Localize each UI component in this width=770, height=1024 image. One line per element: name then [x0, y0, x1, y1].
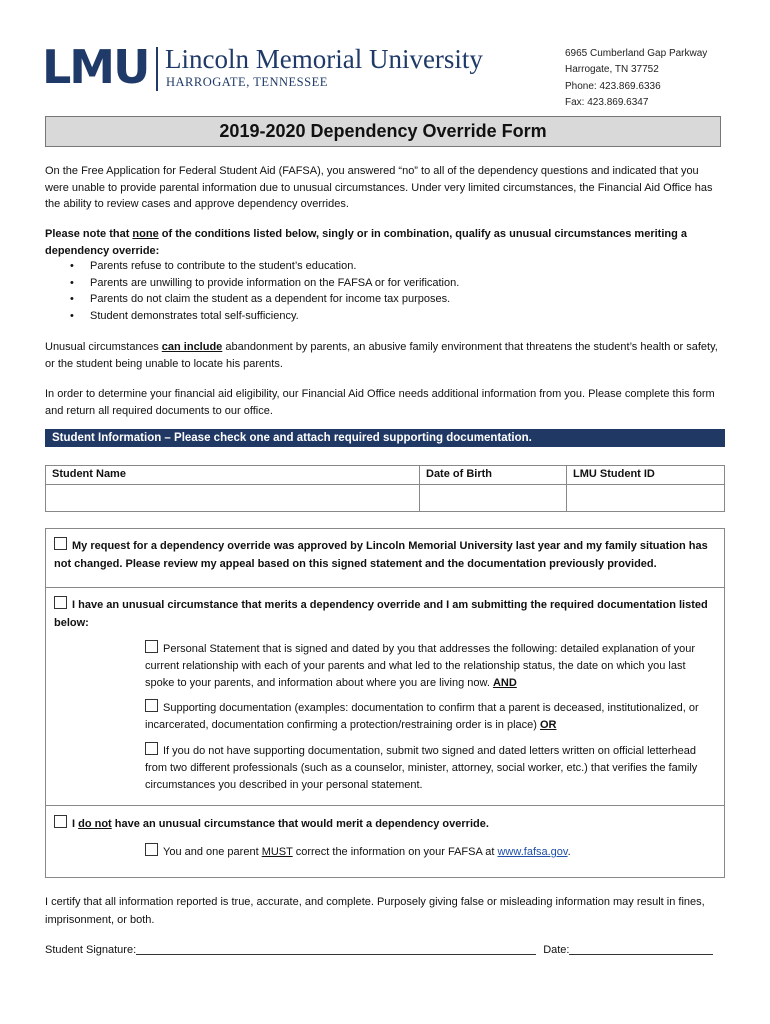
checkbox-unusual-circumstance[interactable] [54, 596, 67, 609]
intro-paragraph: On the Free Application for Federal Student Aid (FAFSA), you answered “no” to all of the dependency questions and indicated that you were unable to provide parental information due to unusual circumstances. Under very limited circumstances, the Financial Aid Office has the ability to review cases and approve dependency overrides. [45, 165, 713, 210]
note-pre: Please note that [45, 228, 133, 240]
option-unusual-circumstance [54, 596, 718, 632]
checkbox-no-unusual-circumstance[interactable] [54, 815, 67, 828]
certification-statement: I certify that all information reported is true, accurate, and complete. Purposely giving false or misleading information may result in fines, imprisonment, or both. [45, 896, 705, 926]
personal-statement-text: Personal Statement that is signed and dated by you that addresses the following: detailed explanation of your current relationship with each of your parents and what led to the relationship status, the date on which you last spoke to your parents, and information about where you are living now. [145, 643, 696, 689]
list-item: • Parents are unwilling to provide information on the FAFSA or for verification. [70, 275, 459, 292]
sub-option-letters [145, 742, 711, 794]
form-title: 2019-2020 Dependency Override Form [45, 116, 721, 147]
correct-fafsa-emphasis: MUST [261, 846, 293, 858]
option-approved-text: My request for a dependency override was approved by Lincoln Memorial University last year and my family situation has not changed. Please review my appeal based on this signed statement and the documentation previously provided. [54, 540, 708, 570]
checkbox-correct-fafsa[interactable] [145, 843, 158, 856]
option-no-unusual-circumstance [54, 815, 718, 833]
logo-divider [156, 47, 158, 91]
and-connector: AND [492, 677, 517, 689]
header-student-name: Student Name [46, 466, 420, 485]
list-item: • Student demonstrates total self-sufficiency. [70, 308, 459, 325]
student-name-field[interactable] [46, 485, 420, 512]
address-street: 6965 Cumberland Gap Parkway [565, 48, 708, 59]
list-item: • Parents do not claim the student as a dependent for income tax purposes. [70, 291, 459, 308]
letters-text: If you do not have supporting documentation, submit two signed and dated letters written on official letterhead from two different professionals (such as a counselor, minister, attorney, social worker, etc.) that verifies the family circumstances you described in your personal statement. [145, 745, 698, 791]
checkbox-supporting-docs[interactable] [145, 699, 158, 712]
lmu-logo-mark: LMU [42, 40, 149, 94]
correct-fafsa-mid: correct the information on your FAFSA at [292, 846, 498, 858]
correct-fafsa-post: . [567, 846, 571, 858]
or-connector: OR [540, 719, 557, 731]
checkbox-letters[interactable] [145, 742, 158, 755]
header-student-id: LMU Student ID [567, 466, 725, 485]
sub-option-personal-statement [145, 640, 711, 692]
override-options-box [45, 528, 725, 878]
no-unusual-post: have an unusual circumstance that would merit a dependency override. [111, 818, 489, 830]
divider [46, 805, 724, 806]
university-location: HARROGATE, TENNESSEE [166, 75, 328, 89]
address-phone: Phone: 423.869.6336 [565, 80, 661, 92]
student-id-field[interactable] [567, 485, 725, 512]
note-post: of the conditions listed below, singly or in combination, qualify as unusual circumstances meriting a dependency override: [45, 228, 687, 257]
list-item: • Parents refuse to contribute to the student’s education. [70, 258, 459, 275]
student-info-section-header: Student Information – Please check one and attach required supporting documentation. [45, 429, 725, 447]
excluded-conditions-list [70, 258, 459, 324]
unusual-circumstances-paragraph [45, 339, 725, 372]
fafsa-link[interactable]: www.fafsa.gov [497, 846, 568, 858]
checkbox-approved-last-year[interactable] [54, 537, 67, 550]
date-line[interactable] [569, 943, 713, 955]
supporting-docs-text: Supporting documentation (examples: documentation to confirm that a parent is deceased, institutionalized, or incarcerated, documentation confirming a protection/restraining order is in place) [145, 702, 699, 731]
note-paragraph [45, 226, 725, 259]
sub-option-correct-fafsa [145, 843, 711, 861]
signature-label: Student Signature: [45, 944, 137, 956]
student-info-table [45, 465, 725, 512]
no-unusual-emphasis: do not [78, 818, 112, 830]
university-name: Lincoln Memorial University [165, 44, 483, 74]
no-unusual-pre: I [72, 818, 79, 830]
option-approved-last-year [54, 537, 718, 573]
address-fax: Fax: 423.869.6347 [565, 96, 649, 108]
correct-fafsa-pre: You and one parent [163, 846, 262, 858]
checkbox-personal-statement[interactable] [145, 640, 158, 653]
signature-row [45, 943, 713, 956]
unusual-pre: Unusual circumstances [45, 341, 162, 353]
contact-address [565, 46, 707, 111]
signature-line[interactable] [136, 943, 536, 955]
sub-option-supporting-docs [145, 699, 711, 734]
date-label: Date: [543, 944, 570, 956]
instructions-paragraph: In order to determine your financial aid eligibility, our Financial Aid Office needs additional information from you. Please complete this form and return all required documents to our office. [45, 388, 715, 417]
divider [46, 587, 724, 588]
option-unusual-text: I have an unusual circumstance that merits a dependency override and I am submitting the required documentation listed below: [54, 599, 708, 629]
header-date-of-birth: Date of Birth [420, 466, 567, 485]
address-city: Harrogate, TN 37752 [565, 64, 659, 76]
date-of-birth-field[interactable] [420, 485, 567, 512]
unusual-emphasis: can include [161, 341, 223, 353]
unusual-post: abandonment by parents, an abusive family environment that threatens the student’s health or safety, or the student being unable to locate his parents. [45, 341, 718, 370]
note-emphasis: none [132, 228, 159, 240]
